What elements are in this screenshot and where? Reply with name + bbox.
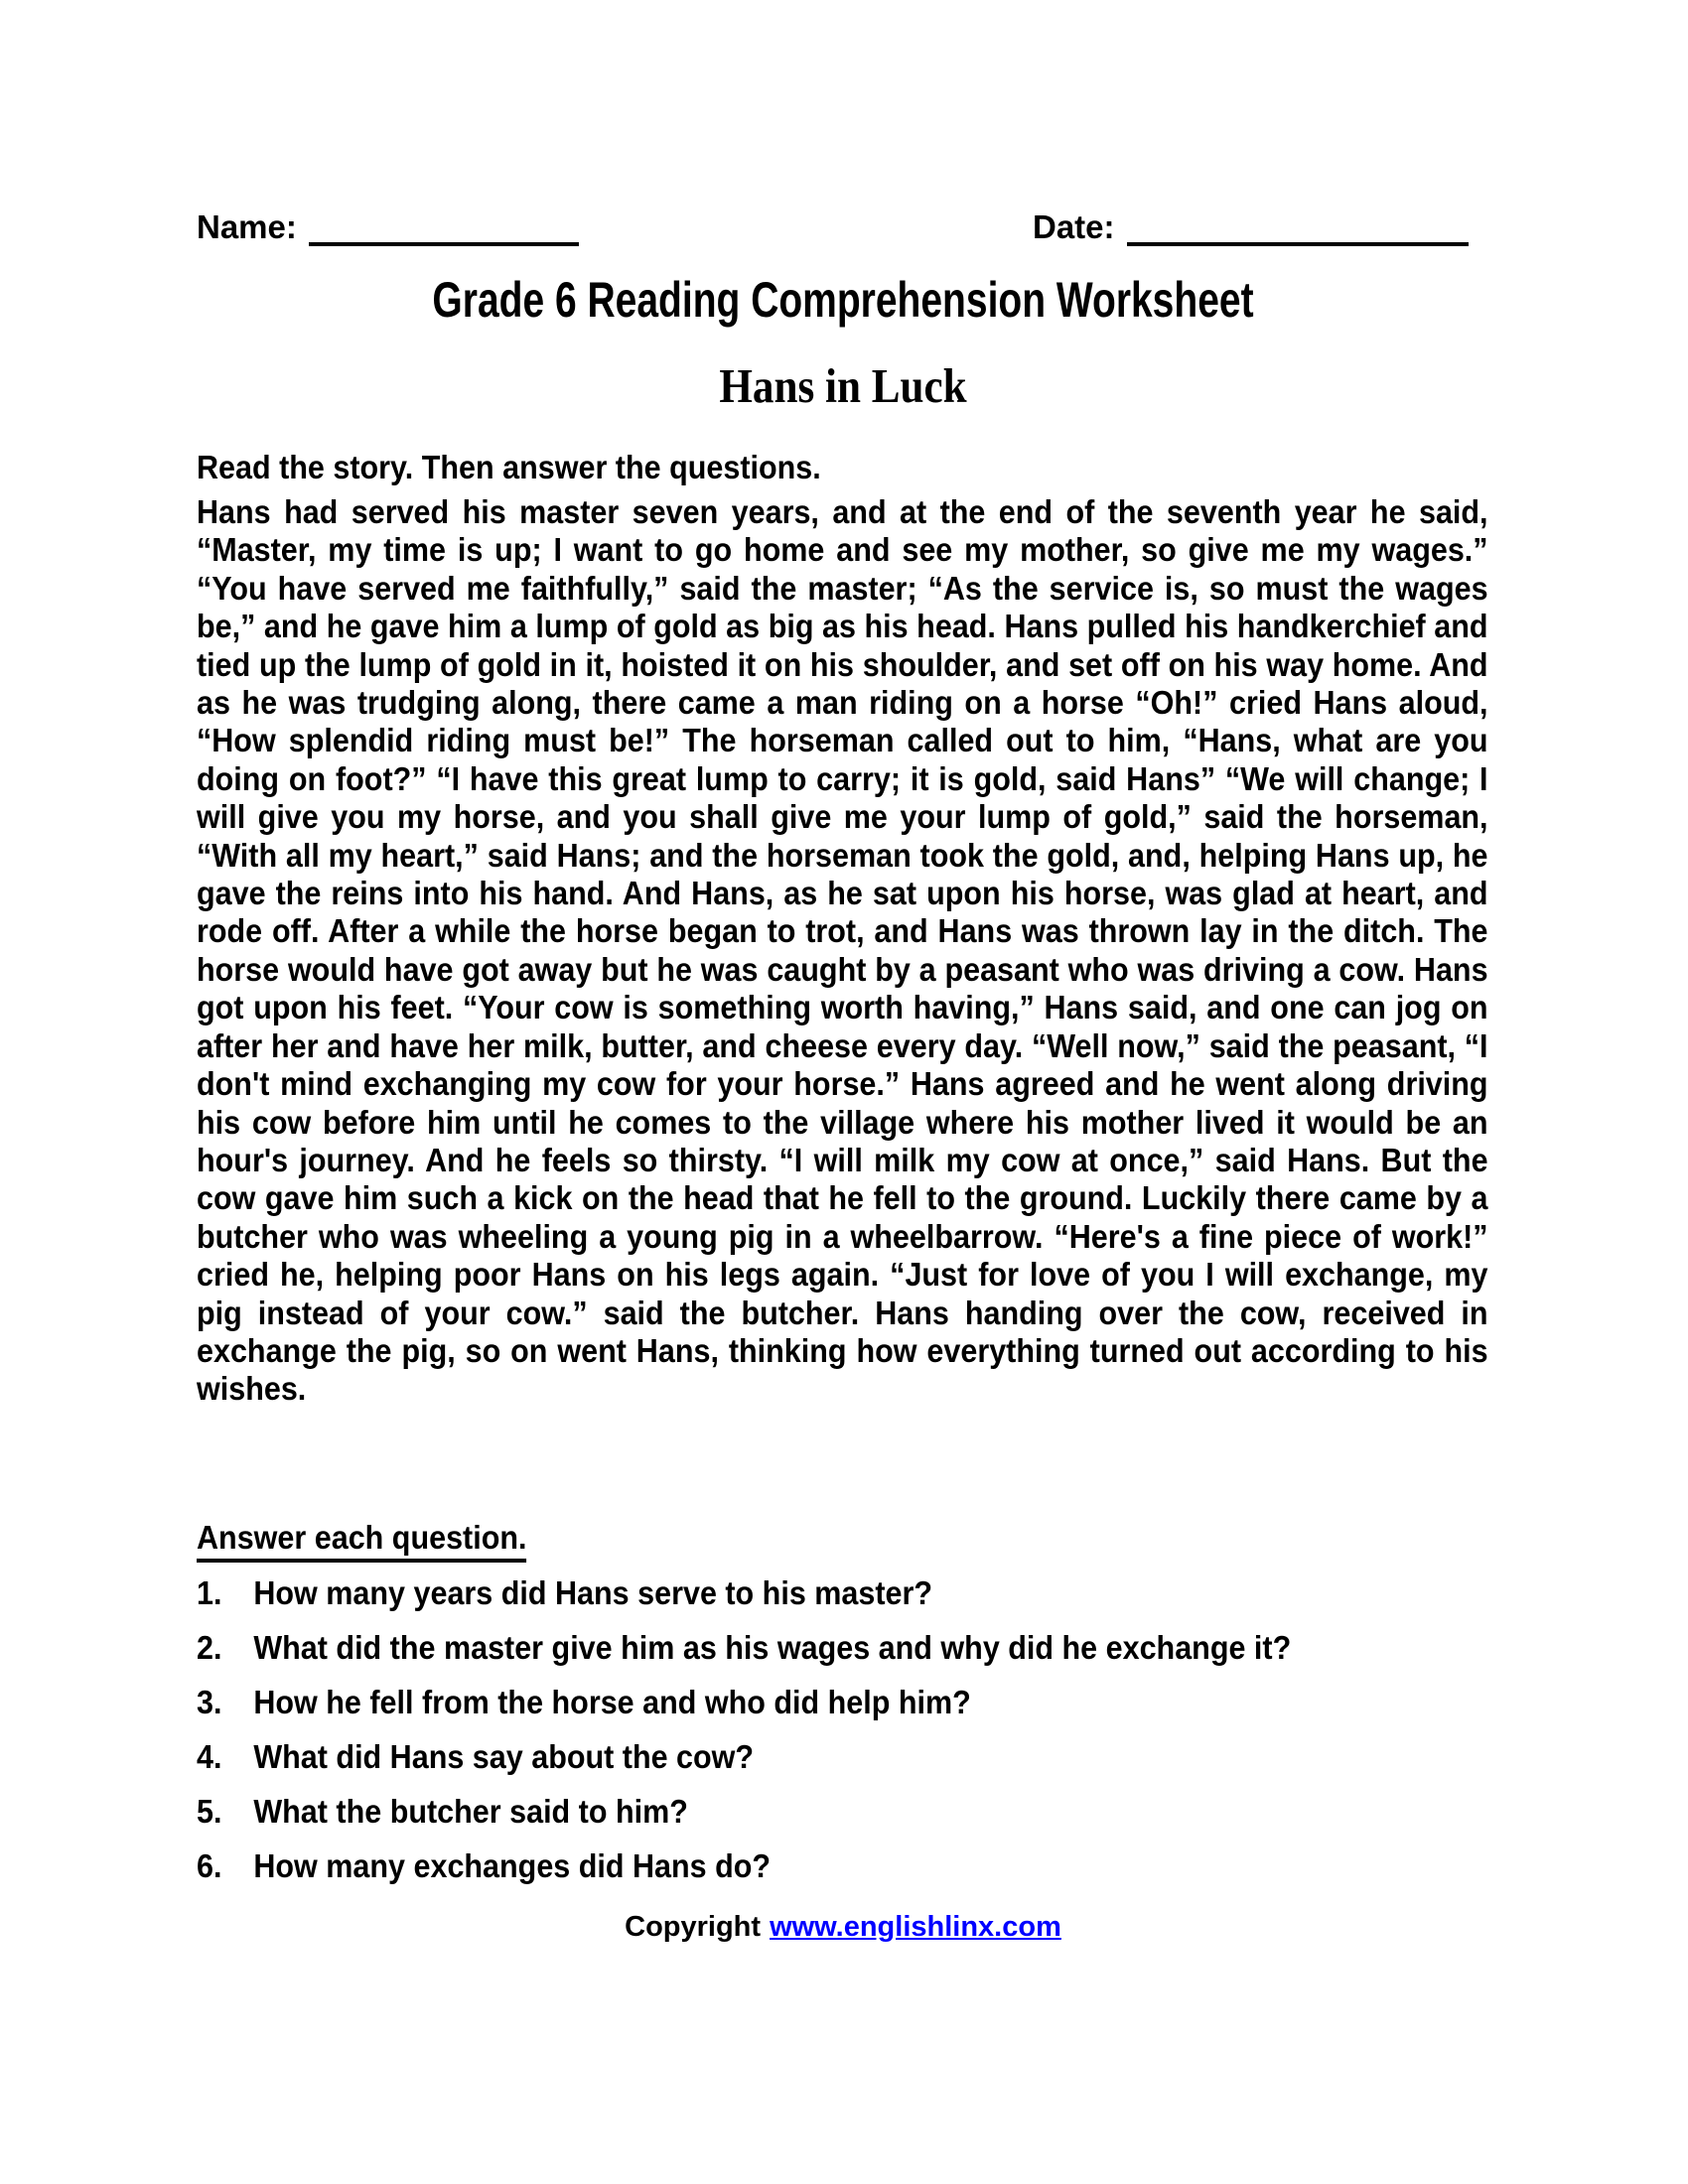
question-text: How many exchanges did Hans do? <box>253 1847 772 1884</box>
question-item-2 <box>197 1629 1488 1667</box>
question-number: 6. <box>197 1847 222 1884</box>
question-item-5 <box>197 1793 1488 1831</box>
question-item-1 <box>197 1574 1488 1612</box>
question-item-4 <box>197 1738 1488 1776</box>
instructions-text: Read the story. Then answer the questions. <box>197 449 821 485</box>
question-number: 1. <box>197 1574 222 1611</box>
worksheet-title: Grade 6 Reading Comprehension Worksheet <box>432 272 1254 328</box>
question-item-3 <box>197 1684 1488 1721</box>
date-label: Date: <box>1033 208 1115 245</box>
copyright-link[interactable]: www.englishlinx.com <box>770 1911 1061 1943</box>
questions-heading <box>197 1519 1488 1563</box>
question-text: What the butcher said to him? <box>253 1793 688 1830</box>
name-blank-line[interactable] <box>309 205 579 246</box>
question-text: What did Hans say about the cow? <box>253 1738 755 1775</box>
footer-copyright <box>197 1911 1489 1944</box>
questions-list <box>197 1574 1488 1902</box>
name-label: Name: <box>197 208 297 245</box>
question-text: What did the master give him as his wages and why did he exchange it? <box>253 1629 1292 1666</box>
date-blank-line[interactable] <box>1127 205 1469 246</box>
copyright-label: Copyright <box>625 1911 762 1943</box>
question-text: How many years did Hans serve to his master? <box>253 1574 933 1611</box>
question-item-6 <box>197 1847 1488 1885</box>
question-text: How he fell from the horse and who did help him? <box>253 1684 971 1720</box>
question-number: 5. <box>197 1793 222 1830</box>
questions-heading-text: Answer each question. <box>197 1519 526 1563</box>
story-paragraph: Hans had served his master seven years, and at the end of the seventh year he said, “Master, my time is up; I want to go home and see my mother, so give me my wages.” “You have served me faithfully,” said the master; “As the service is, so must the wages be,” and he gave him a lump of gold as big as his head. Hans pulled his handkerchief and tied up the lump of gold in it, hoisted it on his shoulder, and set off on his way home. And as he was trudging along, there came a man riding on a horse “Oh!” cried Hans aloud, “How splendid riding must be!” The horseman called out to him, “Hans, what are you doing on foot?” “I have this great lump to carry; it is gold, said Hans” “We will change; I will give you my horse, and you shall give me your lump of gold,” said the horseman, “With all my heart,” said Hans; and the horseman took the gold, and, helping Hans up, he gave the reins into his hand. And Hans, as he sat upon his horse, was glad at heart, and rode off. After a while the horse began to trot, and Hans was thrown lay in the ditch. The horse would have got away but he was caught by a peasant who was driving a cow. Hans got upon his feet. “Your cow is something worth having,” Hans said, and one can jog on after her and have her milk, butter, and cheese every day. “Well now,” said the peasant, “I don't mind exchanging my cow for your horse.” Hans agreed and he went along driving his cow before him until he comes to the village where his mother lived it would be an hour's journey. And he feels so thirsty. “I will milk my cow at once,” said Hans. But the cow gave him such a kick on the head that he fell to the ground. Luckily there came by a butcher who was wheeling a young pig in a wheelbarrow. “Here's a fine piece of work!” cried he, helping poor Hans on his legs again. “Just for love of you I will exchange, my pig instead of your cow.” said the butcher. Hans handing over the cow, received in exchange the pig, so on went Hans, thinking how everything turned out according to his wishes. <box>197 493 1488 1408</box>
question-number: 3. <box>197 1684 222 1720</box>
question-number: 4. <box>197 1738 222 1775</box>
name-field <box>197 205 579 246</box>
question-number: 2. <box>197 1629 222 1666</box>
date-field <box>1033 205 1469 246</box>
story-title: Hans in Luck <box>719 358 967 413</box>
